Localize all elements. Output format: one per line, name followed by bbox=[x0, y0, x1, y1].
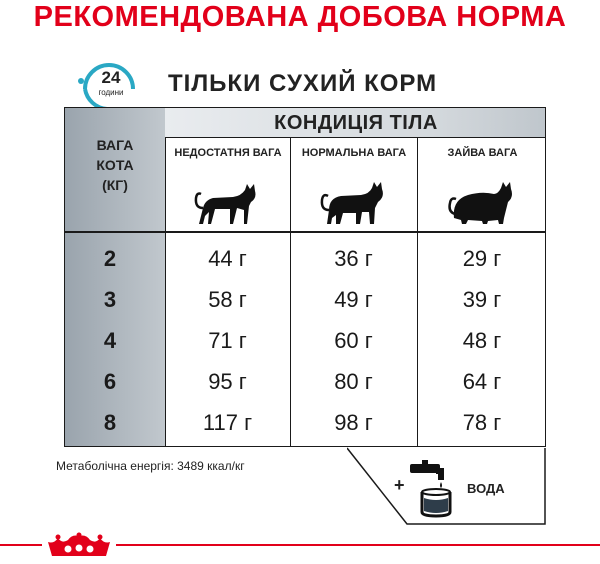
weight-cell: 6 bbox=[103, 369, 117, 394]
weight-cell: 3 bbox=[103, 287, 117, 312]
underweight-cell: 95 г bbox=[208, 369, 247, 394]
overweight-cell: 64 г bbox=[462, 369, 502, 394]
overweight-cell: 48 г bbox=[462, 328, 502, 353]
normal-cell: 36 г bbox=[334, 246, 373, 271]
royal-crown-logo bbox=[42, 532, 116, 558]
page-subtitle: ТІЛЬКИ СУХИЙ КОРМ bbox=[168, 70, 438, 97]
column-title: НОРМАЛЬНА ВАГА bbox=[301, 147, 407, 159]
condition-header: КОНДИЦІЯ ТІЛА bbox=[274, 112, 438, 134]
fat-cat-icon bbox=[448, 178, 518, 228]
weight-header-line: ВАГА bbox=[96, 137, 134, 153]
column-title: ЗАЙВА ВАГА bbox=[447, 147, 518, 159]
badge-number: 24 bbox=[101, 68, 121, 87]
weight-header bbox=[65, 135, 165, 195]
metabolic-energy-note: Метаболічна енергія: 3489 ккал/кг bbox=[56, 459, 245, 473]
weight-header-line: (КГ) bbox=[102, 177, 128, 193]
water-label: ВОДА bbox=[467, 481, 505, 496]
clock-24-icon bbox=[73, 61, 145, 109]
overweight-cell: 39 г bbox=[462, 287, 502, 312]
badge-unit: години bbox=[98, 88, 124, 97]
table-row bbox=[65, 241, 546, 277]
normal-cat-icon bbox=[319, 178, 389, 228]
underweight-cell: 58 г bbox=[208, 287, 247, 312]
weight-cell: 2 bbox=[103, 246, 117, 271]
overweight-cell: 29 г bbox=[462, 246, 502, 271]
normal-cell: 60 г bbox=[334, 328, 373, 353]
underweight-cell: 44 г bbox=[208, 246, 247, 271]
overweight-cell: 78 г bbox=[462, 410, 502, 435]
thin-cat-icon bbox=[193, 178, 263, 228]
underweight-cell: 117 г bbox=[202, 410, 253, 435]
weight-cell: 8 bbox=[103, 410, 117, 435]
normal-cell: 98 г bbox=[334, 410, 373, 435]
normal-cell: 80 г bbox=[334, 369, 373, 394]
water-tap-icon bbox=[406, 458, 452, 518]
plus-sign: + bbox=[394, 475, 405, 495]
table-row bbox=[65, 323, 546, 359]
weight-header-line: КОТА bbox=[96, 157, 134, 173]
table-row bbox=[65, 405, 546, 441]
weight-cell: 4 bbox=[103, 328, 117, 353]
underweight-cell: 71 г bbox=[208, 328, 247, 353]
table-row bbox=[65, 364, 546, 400]
feeding-table bbox=[64, 107, 546, 447]
page-title: РЕКОМЕНДОВАНА ДОБОВА НОРМА bbox=[33, 1, 567, 33]
normal-cell: 49 г bbox=[334, 287, 373, 312]
table-row bbox=[65, 282, 546, 318]
header-divider bbox=[65, 231, 546, 233]
column-title: НЕДОСТАТНЯ ВАГА bbox=[174, 147, 282, 159]
